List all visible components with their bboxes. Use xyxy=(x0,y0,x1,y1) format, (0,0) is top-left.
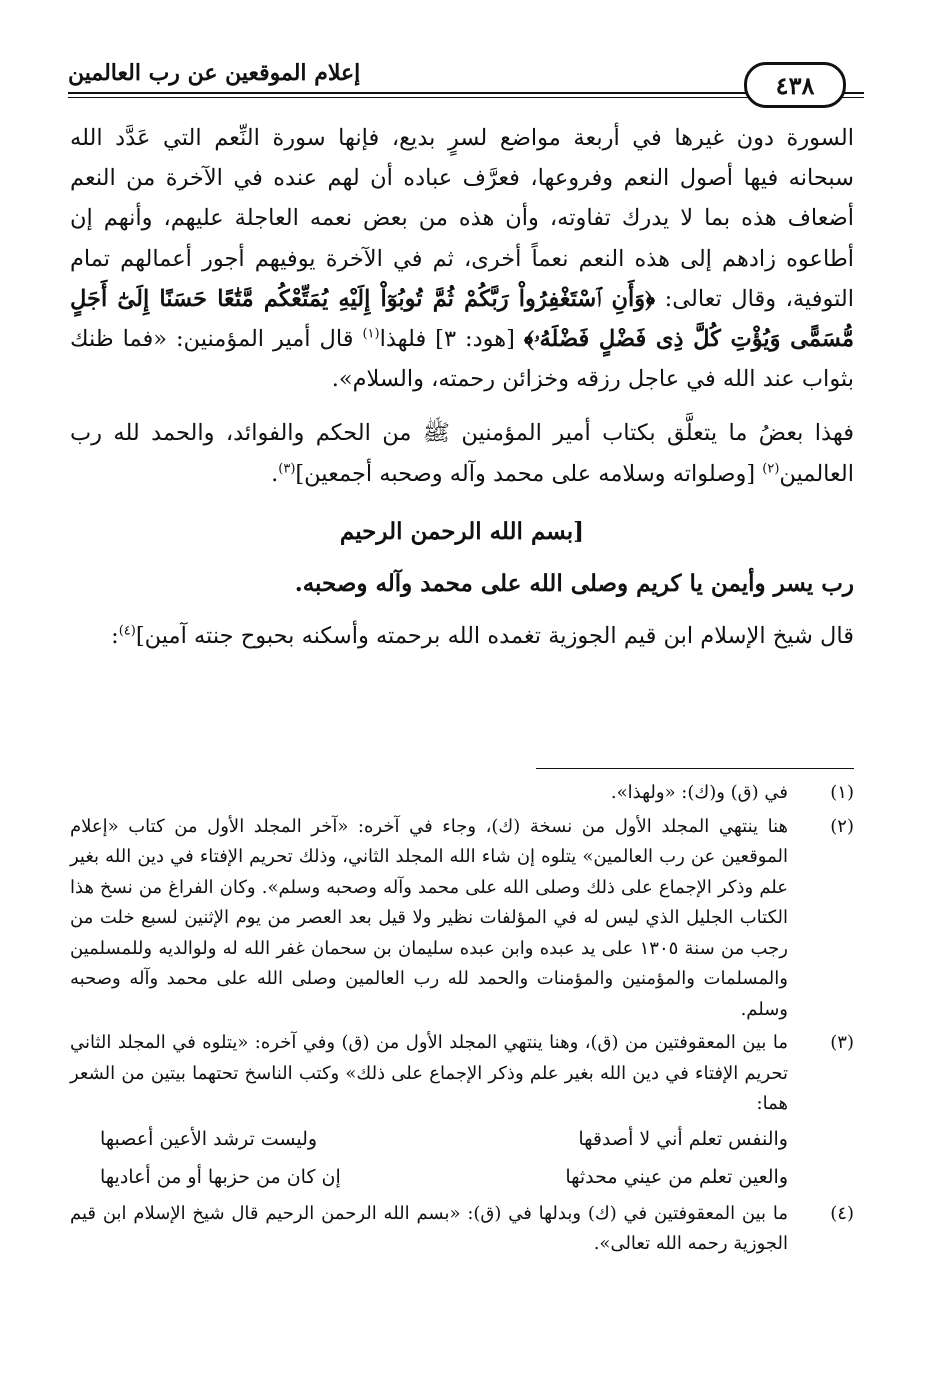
opening-prayer: رب يسر وأيمن يا كريم وصلى الله على محمد وآله وصحبه. xyxy=(294,569,854,597)
basmala-heading: [بسم الله الرحمن الرحيم xyxy=(339,517,585,545)
footnote-body xyxy=(70,1028,788,1196)
main-text xyxy=(70,118,854,656)
poem-verse-1 xyxy=(70,1120,788,1158)
paragraph-3 xyxy=(70,616,854,656)
footnotes xyxy=(70,778,854,1260)
footnote-separator xyxy=(536,768,854,769)
page-header xyxy=(68,52,864,102)
footnote-text: ما بين المعقوفتين من (ق)، وهنا ينتهي المجلد الأول من (ق) وفي آخره: «يتلوه في المجلد الثاني تحريم الإفتاء في دين الله بغير علم وذكر الإجماع على ذلك» وكتب الناسخ تحتهما بيتين من الشعر هما: xyxy=(70,1032,788,1114)
paragraph-1 xyxy=(70,118,854,399)
paragraph-text: : xyxy=(111,622,119,649)
footnote-number: (١) xyxy=(830,782,854,803)
verse-reference: [هود: ٣] فلهذا xyxy=(379,326,524,353)
poem-hemistich-second: إن كان من حزبها أو من أعاديها xyxy=(100,1165,341,1188)
footnote-text: هنا ينتهي المجلد الأول من نسخة (ك)، وجاء في آخره: «آخر المجلد الأول من كتاب «إعلام الموقعين عن رب العالمين» يتلوه إن شاء الله المجلد الثاني، وذلك تحريم الإفتاء في دين الله بغير علم وذكر الإجماع على ذلك وصلى الله على محمد وآله وصحبه وسلم». وكان الفراغ من نسخ هذا الكتاب الجليل الذي ليس له في المؤلفات نظير ولا قيل بعد العصر من يوم الإثنين لسبع خلت من رجب من سنة ١٣٠٥ على يد عبده وابن عبده سليمان بن سحمان غفر الله له ولوالديه وللمسلمين والمسلمات والمؤمنين والمؤمنات والحمد لله رب العالمين وصلى الله على محمد وآله وصحبه وسلم. xyxy=(70,815,788,1020)
footnote-text: ما بين المعقوفتين في (ك) وبدلها في (ق): «بسم الله الرحمن الرحيم قال شيخ الإسلام ابن قيم الجوزية رحمه الله تعالى». xyxy=(70,1202,788,1254)
footnote-ref-1[interactable]: (١) xyxy=(362,326,380,342)
footnote-2 xyxy=(70,812,854,1026)
footnote-4 xyxy=(70,1199,854,1260)
footnote-3 xyxy=(70,1028,854,1196)
poem-hemistich-second: وليست ترشد الأعين أعصبها xyxy=(100,1127,318,1150)
running-title: إعلام الموقعين عن رب العالمين xyxy=(68,60,361,86)
footnote-number: (٢) xyxy=(830,815,854,837)
paragraph-text: قال شيخ الإسلام ابن قيم الجوزية تغمده الله برحمته وأسكنه بحبوح جنته آمين] xyxy=(135,622,854,649)
poem-hemistich-first: والنفس تعلم أني لا أصدقها xyxy=(578,1127,788,1150)
footnote-ref-2[interactable]: (٢) xyxy=(762,461,780,477)
footnote-ref-4[interactable]: (٤) xyxy=(118,623,136,639)
paragraph-text: قال أمير المؤمنين: «فما ظنك بثواب عند الله في عاجل رزقه وخزائن رحمته، والسلام». xyxy=(70,326,854,393)
paragraph-text: [وصلواته وسلامه على محمد وآله وصحبه أجمعين] xyxy=(295,460,763,487)
footnote-number: (٣) xyxy=(830,1032,854,1053)
quran-verse: ﴿وَأَنِ ٱسْتَغْفِرُواْ رَبَّكُمْ ثُمَّ تُوبُوٓاْ إِلَيْهِ يُمَتِّعْكُم مَّتَٰعًا حَسَنًا إِلَىٰٓ أَجَلٍ مُّسَمًّى وَيُؤْتِ كُلَّ ذِى فَضْلٍ فَضْلَهُۥ﴾ xyxy=(70,285,855,353)
footnote-ref-3[interactable]: (٣) xyxy=(278,461,296,477)
footnote-1 xyxy=(70,778,854,809)
header-rule-thin xyxy=(68,97,864,98)
footnote-text: في (ق) و(ك): «ولهذا». xyxy=(610,782,788,803)
paragraph-2 xyxy=(70,413,854,493)
poem-hemistich-first: والعين تعلم من عيني محدثها xyxy=(565,1165,788,1188)
page-number: ٤٣٨ xyxy=(744,62,846,108)
footnote-number: (٤) xyxy=(830,1202,854,1224)
paragraph-text: السورة دون غيرها في أربعة مواضع لسرٍ بديع، فإنها سورة النِّعم التي عَدَّد الله سبحانه فيها أصول النعم وفروعها، فعرَّف عباده أن لهم عنده في الآخرة من النعم أضعاف هذه بما لا يدرك تفاوته، وأن هذه من بعض نعمه العاجلة عليهم، وأنهم إن أطاعوه زادهم إلى هذه النعم نعماً أخرى، ثم في الآخرة يوفيهم أجور أعمالهم تمام التوفية، وقال تعالى: xyxy=(70,125,854,312)
paragraph-text: فهذا بعضُ ما يتعلَّق بكتاب أمير المؤمنين ﷺ من الحكم والفوائد، والحمد لله رب العالمين xyxy=(70,420,854,487)
paragraph-text: . xyxy=(271,460,279,487)
poem-verse-2 xyxy=(70,1158,788,1196)
